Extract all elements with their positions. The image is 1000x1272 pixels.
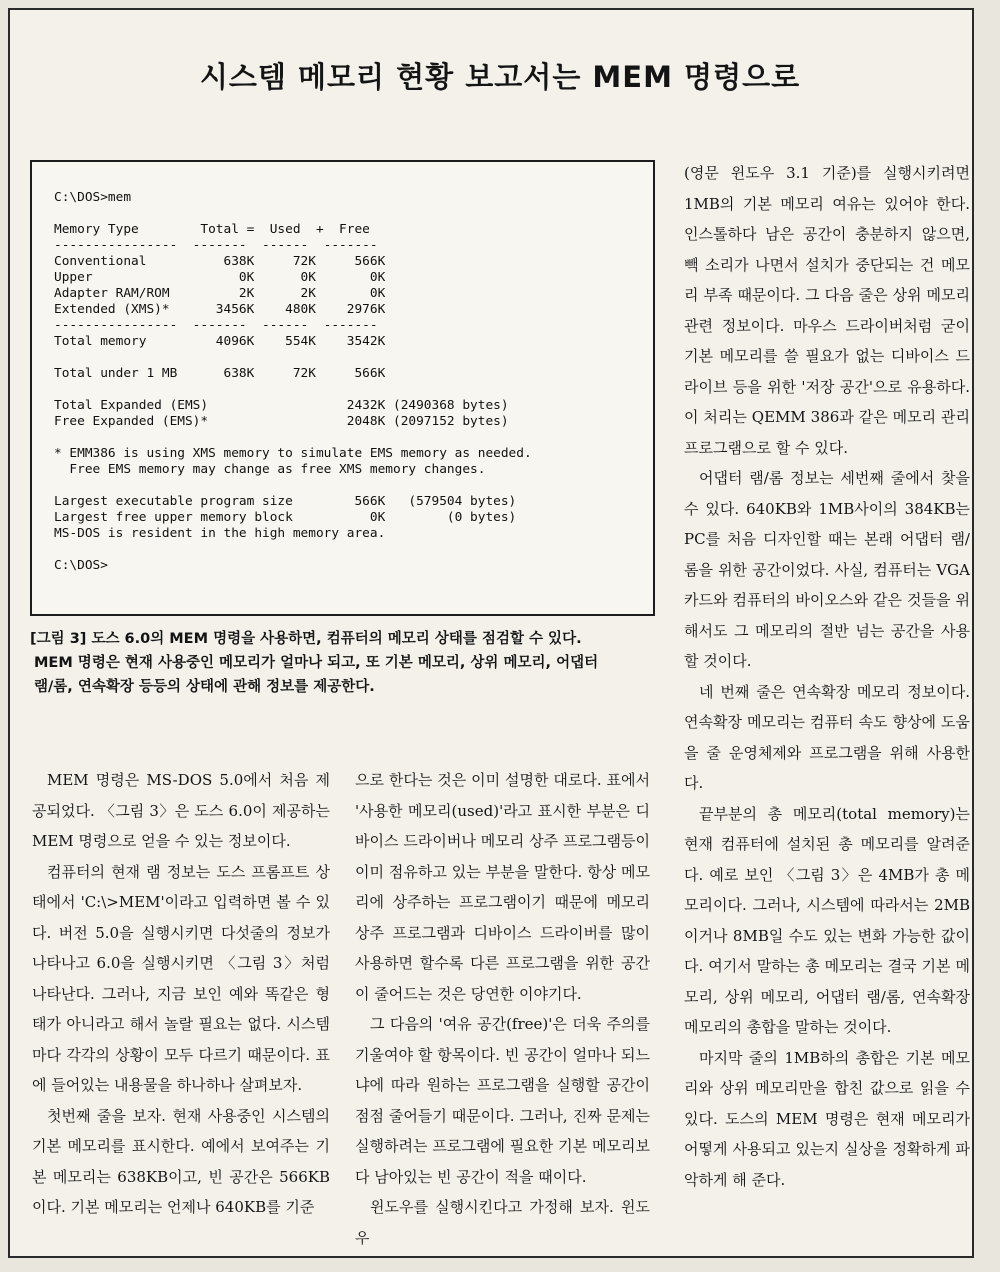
article-column-left (32, 765, 330, 1223)
terminal-line: MS-DOS is resident in the high memory area. (54, 526, 386, 541)
terminal-line: Free Expanded (EMS)* 2048K (2097152 bytes) (54, 414, 509, 429)
terminal-line (54, 478, 644, 494)
terminal-line: Upper 0K 0K 0K (54, 270, 386, 285)
terminal-line: Largest free upper memory block 0K (0 bytes) (54, 510, 517, 525)
terminal-line: * EMM386 is using XMS memory to simulate EMS memory as needed. (54, 446, 532, 461)
paragraph: (영문 윈도우 3.1 기준)를 실행시키려면 1MB의 기본 메모리 여유는 있어야 한다. 인스톨하다 남은 공간이 충분하지 않으면, 빽 소리가 나면서 설치가 중단되는 건 메모리 부족 때문이다. 그 다음 줄은 상위 메모리 관련 정보이다. 마우스 드라이버처럼 굳이 기본 메모리를 쓸 필요가 없는 디바이스 드라이브 등을 위한 '저장 공간'으로 유용하다. 이 처리는 QEMM 386과 같은 메모리 관리 프로그램으로 할 수 있다. (684, 164, 970, 457)
paragraph: 윈도우를 실행시킨다고 가정해 보자. 윈도우 (355, 1198, 650, 1247)
caption-line: MEM 명령은 현재 사용중인 메모리가 얼마나 되고, 또 기본 메모리, 상위 메모리, 어댑터 (34, 655, 599, 671)
terminal-line (54, 206, 644, 222)
figure-3-box (30, 160, 655, 616)
terminal-line: Total memory 4096K 554K 3542K (54, 334, 386, 349)
caption-line: 램/롬, 연속확장 등등의 상태에 관해 정보를 제공한다. (34, 679, 375, 695)
paragraph: 그 다음의 '여유 공간(free)'은 더욱 주의를 기울여야 할 항목이다. 빈 공간이 얼마나 되느냐에 따라 원하는 프로그램을 실행할 공간이 점점 줄어들기 때문이다. 그러나, 진짜 문제는 실행하려는 프로그램에 필요한 기본 메모리보다 남아있는 빈 공간이 적을 때이다. (355, 1015, 650, 1186)
terminal-line: Total Expanded (EMS) 2432K (2490368 bytes) (54, 398, 509, 413)
paragraph: MEM 명령은 MS-DOS 5.0에서 처음 제공되었다. 〈그림 3〉은 도스 6.0이 제공하는 MEM 명령으로 얻을 수 있는 정보이다. (32, 771, 330, 850)
paragraph: 네 번째 줄은 연속확장 메모리 정보이다. 연속확장 메모리는 컴퓨터 속도 향상에 도움을 줄 운영체제와 프로그램을 위해 사용한다. (684, 682, 970, 792)
mem-command-output (54, 190, 644, 574)
terminal-line: Adapter RAM/ROM 2K 2K 0K (54, 286, 386, 301)
paragraph: 첫번째 줄을 보자. 현재 사용중인 시스템의 기본 메모리를 표시한다. 예에서 보여주는 기본 메모리는 638KB이고, 빈 공간은 566KB이다. 기본 메모리는 언제나 640KB를 기준 (32, 1106, 330, 1216)
terminal-line: Memory Type Total = Used + Free (54, 222, 370, 237)
terminal-line: Total under 1 MB 638K 72K 566K (54, 366, 386, 381)
terminal-line: ---------------- ------- ------ ------- (54, 238, 378, 253)
terminal-line: Extended (XMS)* 3456K 480K 2976K (54, 302, 386, 317)
terminal-line: ---------------- ------- ------ ------- (54, 318, 378, 333)
figure-3-caption (30, 627, 655, 699)
terminal-line: C:\DOS>mem (54, 190, 132, 205)
terminal-line: C:\DOS> (54, 558, 108, 573)
paragraph: 끝부분의 총 메모리(total memory)는 현재 컴퓨터에 설치된 총 메모리를 알려준다. 예로 보인 〈그림 3〉은 4MB가 총 메모리이다. 그러나, 시스템에 따라서는 2MB이거나 8MB일 수도 있는 변화 가능한 값이다. 여기서 말하는 총 메모리는 결국 기본 메모리, 상위 메모리, 어댑터 램/롬, 연속확장 메모리의 총합을 말하는 것이다. (684, 804, 970, 1036)
paragraph: 으로 한다는 것은 이미 설명한 대로다. 표에서 '사용한 메모리(used)'라고 표시한 부분은 디바이스 드라이버나 메모리 상주 프로그램등이 이미 점유하고 있는 부분을 말한다. 항상 메모리에 상주하는 프로그램이기 때문에 메모리 상주 프로그램과 디바이스 드라이버를 많이 사용하면 할수록 다른 프로그램을 위한 공간이 줄어드는 것은 당연한 이야기다. (355, 771, 650, 1003)
paragraph: 마지막 줄의 1MB하의 총합은 기본 메모리와 상위 메모리만을 합친 값으로 읽을 수 있다. 도스의 MEM 명령은 현재 메모리가 어떻게 사용되고 있는지 실상을 정확하게 파악하게 해 준다. (684, 1048, 970, 1189)
caption-line: [그림 3] 도스 6.0의 MEM 명령을 사용하면, 컴퓨터의 메모리 상태를 점검할 수 있다. (30, 631, 582, 647)
terminal-line: Largest executable program size 566K (579504 bytes) (54, 494, 517, 509)
terminal-line (54, 430, 644, 446)
article-column-right (684, 158, 970, 1195)
article-title: 시스템 메모리 현황 보고서는 MEM 명령으로 (199, 60, 801, 94)
paragraph: 컴퓨터의 현재 램 정보는 도스 프롬프트 상태에서 'C:\>MEM'이라고 입력하면 볼 수 있다. 버전 5.0을 실행시키면 다섯줄의 정보가 나타나고 6.0을 실행시키면 〈그림 3〉처럼 나타난다. 그러나, 지금 보인 예와 똑같은 형태가 아니라고 해서 놀랄 필요는 없다. 시스템마다 각각의 상황이 모두 다르기 때문이다. 표에 들어있는 내용물을 하나하나 살펴보자. (32, 862, 330, 1094)
article-column-middle (355, 765, 650, 1253)
paragraph: 어댑터 램/롬 정보는 세번째 줄에서 찾을 수 있다. 640KB와 1MB사이의 384KB는 PC를 처음 디자인할 때는 본래 어댑터 램/롬을 위한 공간이었다. 사실, 컴퓨터는 VGA 카드와 컴퓨터의 바이오스와 같은 것들을 위해서도 그 메모리의 절반 넘는 공간을 사용할 것이다. (684, 469, 970, 670)
terminal-line: Free EMS memory may change as free XMS memory changes. (54, 462, 486, 477)
terminal-line: Conventional 638K 72K 566K (54, 254, 386, 269)
terminal-line (54, 542, 644, 558)
terminal-line (54, 350, 644, 366)
terminal-line (54, 382, 644, 398)
